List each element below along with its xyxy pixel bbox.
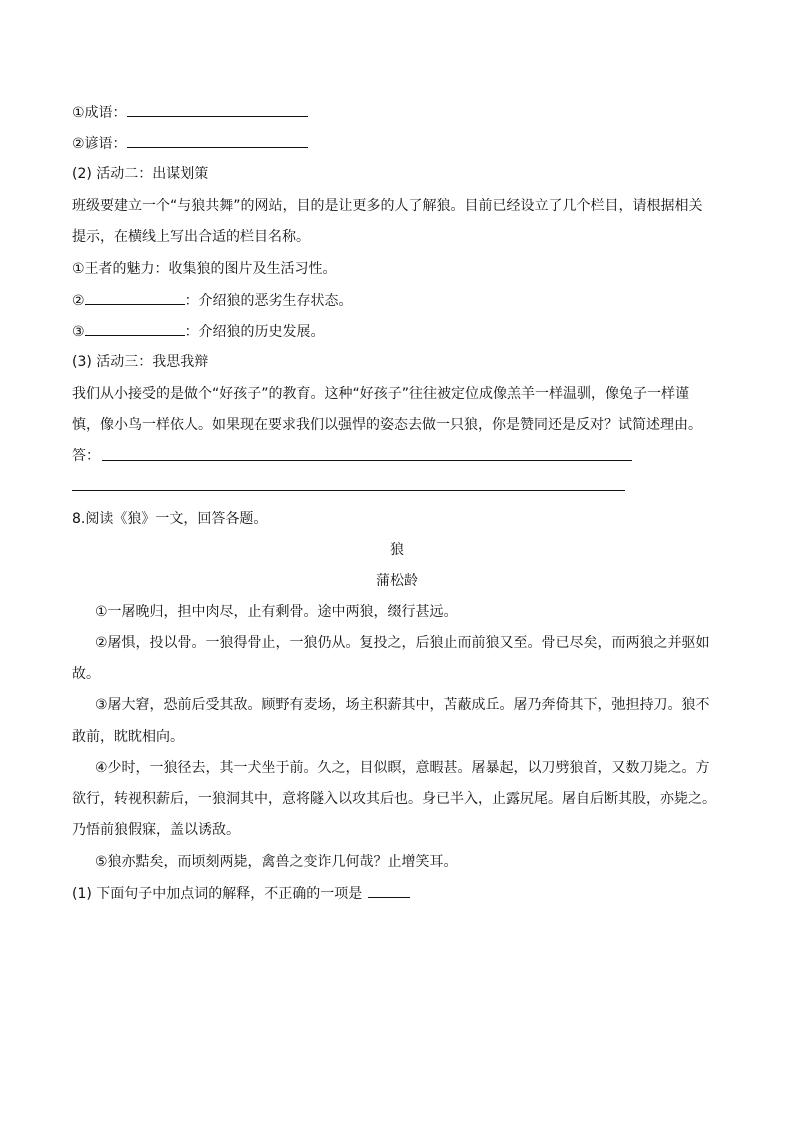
passage-author: 蒲松龄 <box>376 573 418 589</box>
activity3-answer-label: 答： <box>72 448 100 464</box>
activity3-answer-line2[interactable] <box>72 490 625 491</box>
passage-para1: ①一屠晚归，担中肉尽，止有剩骨。途中两狼，缀行甚远。 <box>95 604 458 620</box>
item3-text: ：介绍狼的历史发展。 <box>184 324 325 340</box>
passage-para5: ⑤狼亦黠矣，而顷刻两毙，禽兽之变诈几何哉？止增笑耳。 <box>95 854 458 870</box>
passage-title: 狼 <box>390 542 404 558</box>
passage-para3-line1: ③屠大窘，恐前后受其敌。顾野有麦场，场主积薪其中，苫蔽成丘。屠乃奔倚其下，弛担持刀。狼不 <box>95 697 710 713</box>
item3-number: ③ <box>72 324 85 340</box>
activity2-item1: ①王者的魅力：收集狼的图片及生活习性。 <box>72 261 337 277</box>
passage-para4-line3: 乃悟前狼假寐，盖以诱敌。 <box>72 822 240 838</box>
activity3-text-line2: 慎，像小鸟一样依人。如果现在要求我们以强悍的姿态去做一只狼，你是赞同还是反对？试简述理由。 <box>72 417 702 433</box>
activity3-text-line1: 我们从小接受的是做个“好孩子”的教育。这种“好孩子”往往被定位成像羔羊一样温驯，像兔子一样谨 <box>72 386 690 402</box>
activity3-heading: (3) 活动三：我思我辩 <box>72 354 209 370</box>
item2-text: ：介绍狼的恶劣生存状态。 <box>184 293 353 309</box>
activity2-intro-line1: 班级要建立一个“与狼共舞”的网站，目的是让更多的人了解狼。目前已经设立了几个栏目，请根据相关 <box>72 198 703 214</box>
proverb-line <box>72 133 308 154</box>
idiom-line <box>72 102 308 123</box>
passage-para4-line1: ④少时，一狼径去，其一犬坐于前。久之，目似瞑，意暇甚。屠暴起，以刀劈狼首，又数刀毙之。方 <box>95 760 710 776</box>
passage-para3-line2: 敢前，眈眈相向。 <box>72 729 184 745</box>
item3-answer-blank[interactable] <box>85 321 185 336</box>
passage-para2-line2: 故。 <box>72 666 100 682</box>
proverb-label: ②谚语： <box>72 136 127 152</box>
q8-sub1 <box>72 883 410 904</box>
activity3-answer-line1[interactable] <box>102 460 632 461</box>
idiom-label: ①成语： <box>72 105 127 121</box>
idiom-answer-blank[interactable] <box>127 102 308 117</box>
q8-sub1-answer-blank[interactable] <box>368 883 410 898</box>
passage-para4-line2: 欲行，转视积薪后，一狼洞其中，意将隧入以攻其后也。身已半入，止露尻尾。屠自后断其股，亦毙之。 <box>72 791 716 807</box>
proverb-answer-blank[interactable] <box>127 133 308 148</box>
q8-instruction: 8.阅读《狼》一文，回答各题。 <box>72 511 268 527</box>
activity2-heading: (2) 活动二：出谋划策 <box>72 166 209 182</box>
passage-para2-line1: ②屠惧，投以骨。一狼得骨止，一狼仍从。复投之，后狼止而前狼又至。骨已尽矣，而两狼之并驱如 <box>95 635 710 651</box>
q8-sub1-text: (1) 下面句子中加点词的解释，不正确的一项是 <box>72 886 363 902</box>
activity2-item3 <box>72 321 325 342</box>
activity2-intro-line2: 提示，在横线上写出合适的栏目名称。 <box>72 229 310 245</box>
item2-number: ② <box>72 293 85 309</box>
activity2-item2 <box>72 290 353 311</box>
item2-answer-blank[interactable] <box>85 290 185 305</box>
